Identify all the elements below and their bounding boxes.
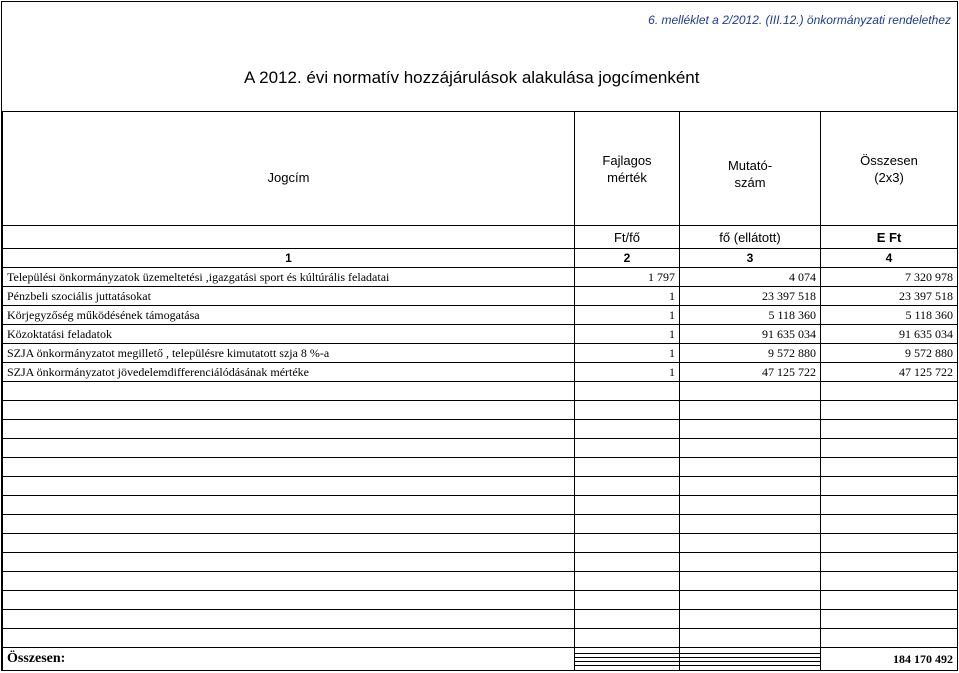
- total-value: 184 170 492: [821, 648, 958, 671]
- row-rate: 1: [575, 325, 680, 344]
- table-row: [3, 363, 958, 382]
- col-number-1: 1: [3, 249, 575, 268]
- row-total: 9 572 880: [821, 344, 958, 363]
- table-row: [3, 344, 958, 363]
- row-count: 91 635 034: [680, 325, 821, 344]
- empty-row: [3, 515, 958, 534]
- page-title: A 2012. évi normatív hozzájárulások alakulása jogcímenként: [244, 68, 700, 87]
- unit-mutato: fő (ellátott): [680, 226, 821, 249]
- row-total: 23 397 518: [821, 287, 958, 306]
- col-header-fajlagos: Fajlagos mérték: [575, 112, 680, 226]
- col-header-jogcim: Jogcím: [3, 112, 575, 226]
- row-rate: 1: [575, 306, 680, 325]
- total-count-stripes: [680, 648, 821, 671]
- row-count: 47 125 722: [680, 363, 821, 382]
- total-row: [3, 648, 958, 671]
- unit-osszesen: E Ft: [821, 226, 958, 249]
- row-label: SZJA önkormányzatot megillető , településre kimutatott szja 8 %-a: [3, 344, 575, 363]
- col-number-4: 4: [821, 249, 958, 268]
- row-rate: 1: [575, 287, 680, 306]
- row-count: 9 572 880: [680, 344, 821, 363]
- header-note: 6. melléklet a 2/2012. (III.12.) önkormányzati rendelethez: [648, 13, 951, 27]
- table-row: [3, 325, 958, 344]
- empty-row: [3, 382, 958, 401]
- row-label: Települési önkormányzatok üzemeltetési ,igazgatási sport és kúltúrális feladatai: [3, 268, 575, 287]
- row-label: Közoktatási feladatok: [3, 325, 575, 344]
- row-count: 5 118 360: [680, 306, 821, 325]
- total-label: Összesen:: [3, 648, 575, 671]
- row-total: 47 125 722: [821, 363, 958, 382]
- table-row: [3, 268, 958, 287]
- row-rate: 1: [575, 344, 680, 363]
- table-row: [3, 306, 958, 325]
- table-row: [3, 287, 958, 306]
- col-number-3: 3: [680, 249, 821, 268]
- col-header-osszesen: Összesen (2x3): [821, 112, 958, 226]
- row-count: 4 074: [680, 268, 821, 287]
- col-header-mutato: Mutató- szám: [680, 112, 821, 226]
- contributions-table: [2, 111, 958, 671]
- empty-row: [3, 420, 958, 439]
- empty-row: [3, 572, 958, 591]
- row-rate: 1 797: [575, 268, 680, 287]
- empty-row: [3, 458, 958, 477]
- unit-jogcim: [3, 226, 575, 249]
- row-total: 91 635 034: [821, 325, 958, 344]
- empty-row: [3, 401, 958, 420]
- row-count: 23 397 518: [680, 287, 821, 306]
- row-label: Pénzbeli szociális juttatásokat: [3, 287, 575, 306]
- unit-row: [3, 226, 958, 249]
- col-number-2: 2: [575, 249, 680, 268]
- empty-row: [3, 610, 958, 629]
- row-label: SZJA önkormányzatot jövedelemdifferenciálódásának mértéke: [3, 363, 575, 382]
- row-total: 7 320 978: [821, 268, 958, 287]
- empty-row: [3, 477, 958, 496]
- total-rate-stripes: [575, 648, 680, 671]
- row-total: 5 118 360: [821, 306, 958, 325]
- empty-row: [3, 496, 958, 515]
- unit-fajlagos: Ft/fő: [575, 226, 680, 249]
- column-number-row: [3, 249, 958, 268]
- row-label: Körjegyzőség működésének támogatása: [3, 306, 575, 325]
- row-rate: 1: [575, 363, 680, 382]
- empty-row: [3, 553, 958, 572]
- empty-row: [3, 629, 958, 648]
- header-row: [3, 112, 958, 226]
- empty-row: [3, 591, 958, 610]
- empty-row: [3, 534, 958, 553]
- empty-row: [3, 439, 958, 458]
